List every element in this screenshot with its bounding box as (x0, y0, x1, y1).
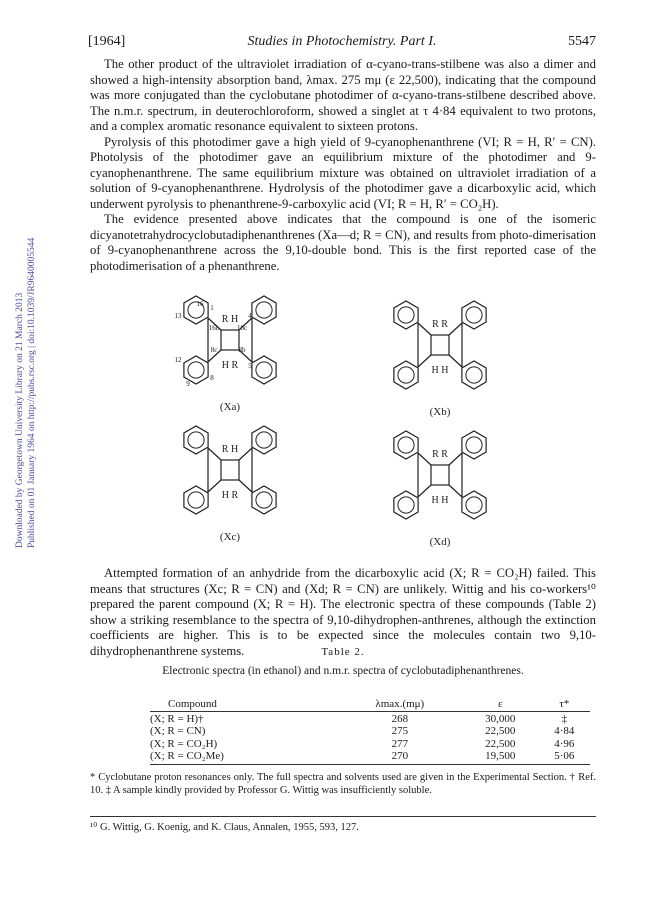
running-header (88, 34, 596, 52)
table-row (150, 713, 590, 726)
cell: 268 (391, 712, 409, 725)
cell: 22,500 (485, 725, 516, 737)
page-number: 5547 (568, 34, 596, 49)
cell: 270 (391, 750, 409, 762)
table-footnote: * Cyclobutane proton resonances only. The full spectra and solvents used are given in the Experimental Section. † Ref. 10. ‡ A sample kindly provided by Professor G. Wittig was insufficiently soluble. (90, 772, 596, 796)
cell: (X; R = H)† (150, 712, 204, 725)
locant-number: 8c (210, 346, 218, 354)
table-caption: Electronic spectra (in ethanol) and n.m.r. spectra of cyclobutadiphenanthrenes. (162, 665, 524, 677)
table-row (150, 750, 590, 763)
benzene-ring-icon-aromatic (466, 497, 482, 513)
substituent-label-bottom: H R (221, 490, 239, 501)
table-rule-bottom (150, 764, 590, 765)
cyclobutane-ring (221, 330, 239, 350)
bond (418, 485, 431, 497)
substituent-label-bottom: H R (221, 360, 239, 371)
paragraph: Pyrolysis of this photodimer gave a high yield of 9-cyanophenanthrene (VI; R = H, R′ = CN). Photolysis of the photodimer gave an equilibrium mixture of the photodimer and 9-cyanophenanthrene. The same equilibrium mixture was obtained on ultraviolet irradiation of a solution of 9-cyanophenanthrene. Hydrolysis of the photodimer gave a dicarboxylic acid, which underwent pyrolysis to phenanthrene-9-carboxylic acid (VI; R = H, R′ = CO₂H). (90, 134, 596, 211)
structure-label: (Xb) (429, 406, 451, 418)
locant-number: 8b (238, 346, 246, 354)
substituent-label-bottom: H H (431, 365, 449, 376)
cyclobutane-ring (431, 465, 449, 485)
locant-number: 8 (210, 374, 214, 382)
substituent-label-bottom: H H (431, 495, 449, 506)
substituent-label-top: R H (221, 314, 239, 325)
substituent-label-top: R H (221, 444, 239, 455)
locant-number: 16b (208, 324, 220, 332)
col-header-compound: Compound (168, 698, 217, 710)
locant-number: 4 (248, 312, 252, 320)
benzene-ring-icon-aromatic (256, 432, 272, 448)
bond (239, 448, 252, 460)
spectra-table (150, 698, 590, 763)
cell: (X; R = CN) (150, 725, 206, 737)
benzene-ring-icon-aromatic (188, 362, 204, 378)
locant-number: 12 (174, 356, 182, 364)
table-row (150, 738, 590, 751)
cell: 277 (391, 737, 409, 750)
cell: 4·84 (554, 725, 575, 737)
footnote-rule (90, 816, 596, 817)
benzene-ring-icon-aromatic (398, 307, 414, 323)
paragraph: Attempted formation of an anhydride from the dicarboxylic acid (X; R = CO₂H) failed. This means that structures (Xc; R = CN) and (Xd; R = CN) are unlikely. Wittig and his co-workers¹⁰ prepared the parent compound (X; R = H). The electronic spectra of these compounds (Table 2) show a striking resemblance to the spectra of 9,10-dihydrophen-anthrenes, although the extinction coefficients are higher. This is to be expected since the molecules contain two 9,10-dihydrophenanthrene systems. (90, 566, 596, 658)
col-header-tau: τ* (559, 698, 570, 710)
table-title: Table 2. (321, 646, 365, 658)
cell: 30,000 (485, 712, 516, 725)
watermark-text (14, 238, 38, 548)
running-title: Studies in Photochemistry. Part I. (247, 34, 437, 49)
body-text-top (90, 57, 596, 274)
benzene-ring-icon-aromatic (398, 437, 414, 453)
table-row (150, 725, 590, 738)
benzene-ring-icon-aromatic (466, 307, 482, 323)
cell: 275 (391, 725, 409, 737)
paragraph: The evidence presented above indicates that the compound is one of the isomeric dicyanotetrahydrocyclobutadiphenanthrenes (Xa—d; R = CN), and results from photo-dimerisation of 9-cyanophenanthrene across the 9,10-double bond. This is the first reported case of the photodimerisation of a phenanthrene. (90, 212, 596, 273)
cyclobutane-ring (431, 335, 449, 355)
download-watermark (0, 0, 40, 912)
bond (449, 453, 462, 465)
benzene-ring-icon-aromatic (466, 437, 482, 453)
bond (418, 355, 431, 367)
bond (449, 485, 462, 497)
benzene-ring-icon-aromatic (256, 492, 272, 508)
cell: 19,500 (485, 750, 516, 762)
table-rule-top (150, 711, 590, 712)
cell: (X; R = CO₂Me) (150, 750, 224, 762)
bond (418, 453, 431, 465)
cyclobutane-ring (221, 460, 239, 480)
cell: 5·06 (554, 750, 575, 762)
paragraph: The other product of the ultraviolet irradiation of α-cyano-trans-stilbene was also a dimer and showed a high-intensity absorption band, λmax. 275 mμ (ε 22,500), indicating that the compound was more conjugated than the cyclobutane photodimer of α-cyano-trans-stilbene described above. The n.m.r. spectrum, in deuterochloroform, showed a singlet at τ 4·84 equivalent to two protons, and a complex aromatic resonance equivalent to sixteen protons. (90, 57, 596, 133)
bond (418, 323, 431, 335)
structure-label: (Xc) (219, 531, 241, 543)
cell: ‡ (561, 712, 568, 725)
bond (208, 448, 221, 460)
bond (239, 480, 252, 492)
bond (208, 480, 221, 492)
cell: 22,500 (485, 737, 516, 750)
cell: 4·96 (554, 737, 575, 750)
benzene-ring-icon-aromatic (466, 367, 482, 383)
locant-number: 9 (186, 380, 190, 388)
benzene-ring-icon-aromatic (398, 497, 414, 513)
watermark-line-2[interactable]: Published on 01 January 1964 on http://pubs.rsc.org | doi:10.1039/JR9640005544 (27, 237, 37, 548)
structures-svg (150, 290, 550, 560)
structure-label: (Xd) (429, 536, 451, 548)
benzene-ring-icon-aromatic (256, 362, 272, 378)
benzene-ring-icon-aromatic (256, 302, 272, 318)
substituent-label-top: R R (432, 319, 448, 330)
substituent-label-top: R R (432, 449, 448, 460)
reference-10: ¹⁰ G. Wittig, G. Koenig, and K. Claus, Annalen, 1955, 593, 127. (90, 822, 359, 833)
locant-number: 16c (236, 324, 248, 332)
benzene-ring-icon-aromatic (398, 367, 414, 383)
locant-number: 5 (248, 362, 252, 370)
locant-number: 16 (196, 300, 204, 308)
benzene-ring-icon-aromatic (188, 432, 204, 448)
locant-number: 1 (210, 304, 214, 312)
structure-figure (150, 290, 550, 560)
locant-number: 13 (174, 312, 182, 320)
bond (449, 355, 462, 367)
col-header-lambda: λmax.(mμ) (375, 698, 425, 710)
watermark-line-1[interactable]: Downloaded by Georgetown University Library on 21 March 2013 (15, 292, 25, 548)
journal-year: [1964] (88, 34, 126, 49)
col-header-epsilon: ε (497, 698, 503, 710)
cell: (X; R = CO₂H) (150, 737, 218, 750)
structure-label: (Xa) (219, 401, 241, 413)
benzene-ring-icon-aromatic (188, 492, 204, 508)
bond (449, 323, 462, 335)
